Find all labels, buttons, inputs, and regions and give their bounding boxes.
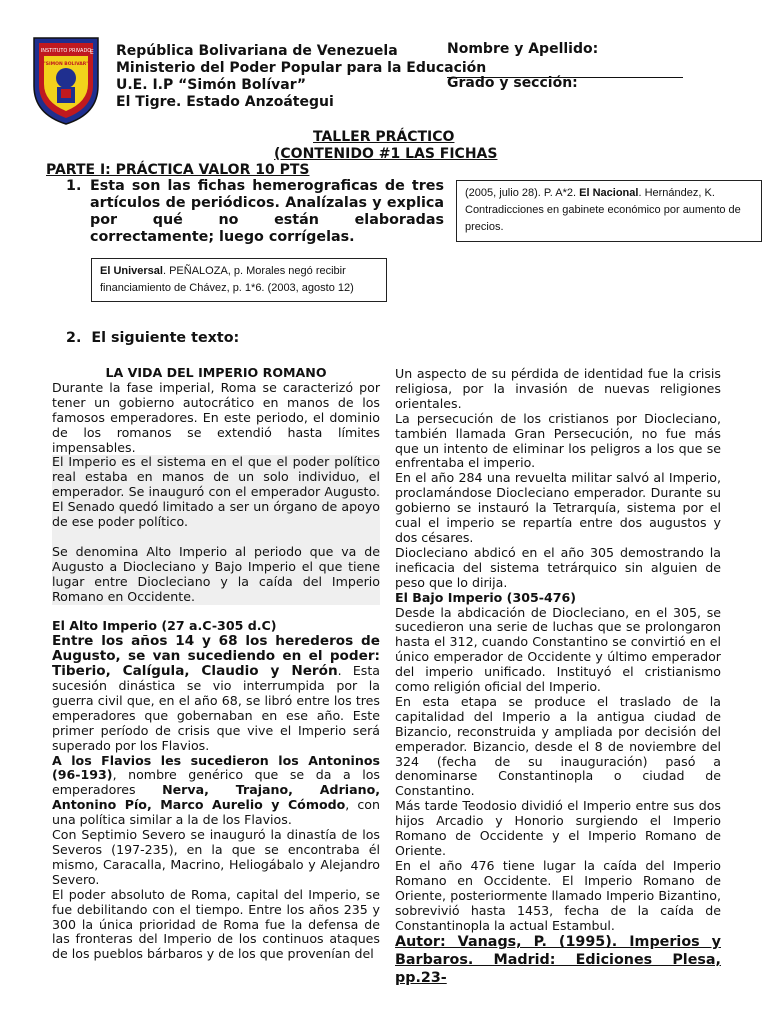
right-paragraph-2: La persecución de los cristianos por Diocleciano, también llamada Gran Persecución, no fue más que un intento de eliminar los peligros a los que se enfrentaba el imperio. [395,410,721,471]
citation-card-el-nacional [456,180,762,242]
left-paragraph-4-bold: Entre los años 14 y 68 los herederos de Augusto, se van sucediendo en el poder: Tiberio, Calígula, Claudio y Nerón [52,633,380,680]
right-paragraph-7: Más tarde Teodosio dividió el Imperio entre sus dos hijos Arcadio y Honorio surgiendo el Imperio Romano de Occidente y el Imperio Romano de Oriente. [395,798,721,858]
grade-label: Grado y sección: [447,75,578,91]
alto-imperio-heading: El Alto Imperio (27 a.C-305 d.C) [52,618,277,634]
left-paragraph-2: El Imperio es el sistema en el que el poder político real estaba en manos de un solo individuo, el emperador. Se inauguró con el emperador Augusto. El Senado quedó limitado a ser un órgano de apoyo de ese poder político. [52,454,380,530]
right-paragraph-1: Un aspecto de su pérdida de identidad fue la crisis religiosa, por la invasión de nuevas religiones orientales. [395,366,721,411]
header-line-4: El Tigre. Estado Anzoátegui [116,94,334,110]
left-paragraph-4 [52,634,380,753]
left-paragraph-5-bold-2: Nerva, Trajano, Adriano, Antonino Pío, Marco Aurelio y Cómodo [52,782,380,813]
svg-text:E: E [90,49,94,56]
left-paragraph-5-mid: , nombre genérico que se da a los emperadores [52,767,380,798]
card-right-pre: (2005, julio 28). P. A*2. [465,187,580,199]
left-paragraph-4-rest: . Esta sucesión dinástica se vio interrumpida por la guerra civil que, en el año 68, se libró entre los tres emperadores que gobernaban en ese año. Este primer período de crisis que vive el Imperio será superado por los Flavios. [52,663,380,753]
left-paragraph-6: Con Septimio Severo se inauguró la dinastía de los Severos (197-235), en la que se encontraba él mismo, Caracalla, Macrino, Heliogábalo y Alejandro Severo. [52,827,380,887]
bajo-imperio-heading: El Bajo Imperio (305-476) [395,589,576,605]
left-paragraph-7: El poder absoluto de Roma, capital del Imperio, se fue debilitando con el tiempo. Entre los años 235 y 300 la única prioridad de Roma fue la defensa de las fronteras del Imperio de los continuos ataques de los pueblos bárbaros y de los que provenían del [52,886,380,962]
workshop-subtitle: (CONTENIDO #1 LAS FICHAS [274,146,498,162]
left-paragraph-5-bold-1: A los Flavios les sucedieron los Antoninos (96-193) [52,752,380,783]
question-2-text: El siguiente texto: [91,330,240,346]
svg-text:INSTITUTO PRIVADO: INSTITUTO PRIVADO [40,48,92,54]
header-line-2: Ministerio del Poder Popular para la Educación [116,60,487,76]
right-paragraph-6: En esta etapa se produce el traslado de la capitalidad del Imperio a la antigua ciudad de Bizancio, reconstruida y ampliada por decisión del emperador. Bizancio, desde el 8 de noviembre del 324 (fecha de su inauguración) pasó a denominarse Constantinopla o ciudad de Constantino. [395,693,721,799]
left-paragraph-1: Durante la fase imperial, Roma se caracterizó por tener un gobierno autocrático en manos de los famosos emperadores. En este periodo, el dominio de los romanos se extendió hasta límites impensables. [52,379,380,455]
article-title: LA VIDA DEL IMPERIO ROMANO [105,365,327,380]
school-logo [30,34,102,126]
author-citation: Autor: Vanags, P. (1995). Imperios y Barbaros. Madrid: Ediciones Plesa, pp.23- [395,934,721,987]
left-paragraph-5 [52,754,380,829]
question-1 [66,178,444,246]
name-field[interactable] [447,41,683,78]
right-paragraph-5: Desde la abdicación de Diocleciano, en el 305, se sucedieron una serie de luchas que se prolongaron hasta el 312, cuando Constantino se convirtió en el único emperador de Occidente y último emperador del imperio unificado. Instituyó el cristianismo como religión oficial del Imperio. [395,604,721,695]
part-one-heading: PARTE I: PRÁCTICA VALOR 10 PTS [46,162,310,178]
name-label: Nombre y Apellido: [447,41,599,57]
institution-header [116,43,487,111]
article-left-column [52,366,380,970]
left-paragraph-3: Se denomina Alto Imperio al periodo que va de Augusto a Diocleciano y Bajo Imperio el que tiene lugar entre Diocleciano y la caída del Imperio Romano en Occidente. [52,543,380,604]
card-left-post: . PEÑALOZA, p. Morales negó recibir financiamiento de Chávez, p. 1*6. (2003, agosto 12) [100,265,354,294]
right-paragraph-4: Diocleciano abdicó en el año 305 demostrando la ineficacia del sistema tetrárquico sin alguien de peso que lo dirija. [395,544,721,590]
card-right-newspaper: El Nacional [579,187,639,199]
card-left-newspaper: El Universal [100,265,163,277]
question-1-text: Esta son las fichas hemerograficas de tres artículos de periódicos. Analízalas y explica por qué no están elaboradas correctamente; luego corrígelas. [90,178,444,245]
svg-text:"SIMON BOLIVAR": "SIMON BOLIVAR" [43,62,89,67]
card-right-post: . Hernández, K. Contradicciones en gabinete económico por aumento de precios. [465,187,741,233]
right-paragraph-3: En el año 284 una revuelta militar salvó al Imperio, proclamándose Diocleciano emperador. Durante su gobierno se instauró la Tetrarquía, sistema por el cual el imperio se repartía entre dos augustos y dos césares. [395,470,721,545]
header-line-1: República Bolivariana de Venezuela [116,43,398,59]
question-2-number: 2. [66,330,82,346]
workshop-title: TALLER PRÁCTICO [313,129,455,145]
article-right-column [395,366,721,987]
right-paragraph-8: En el año 476 tiene lugar la caída del Imperio Romano en Occidente. El Imperio Romano de Oriente, posteriormente llamado Imperio Bizantino, sobrevivió hasta 1453, fecha de la caída de Constantinopla la actual Estambul. [395,857,721,933]
header-line-3: U.E. I.P “Simón Bolívar” [116,77,307,93]
citation-card-el-universal [91,258,387,302]
left-paragraph-5-rest: , con una política similar a la de los Flavios. [52,797,380,828]
question-2 [66,330,239,346]
question-1-number: 1. [66,178,82,194]
